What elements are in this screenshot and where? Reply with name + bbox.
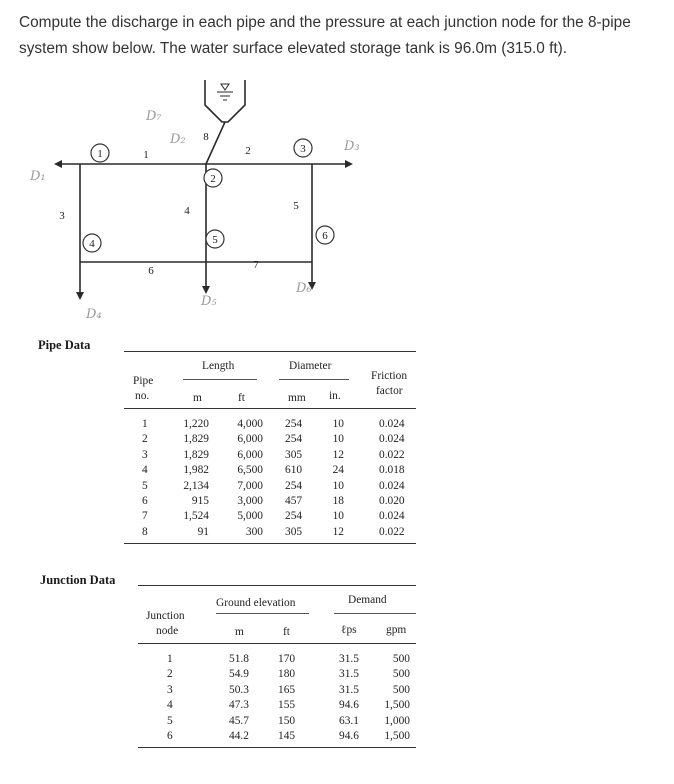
pipe-label: 2 bbox=[245, 145, 251, 157]
header-friction: Friction bbox=[371, 370, 408, 382]
node-label: 2 bbox=[210, 173, 216, 185]
header-gpm: gpm bbox=[386, 624, 407, 636]
handwritten-demand: D₁ bbox=[30, 169, 46, 184]
handwritten-demand: D₂ bbox=[170, 132, 186, 147]
pipe-label: 8 bbox=[203, 131, 209, 143]
node-label: 1 bbox=[97, 148, 103, 160]
handwritten-demand: D₃ bbox=[344, 139, 360, 154]
handwritten-demand: D₇ bbox=[146, 109, 162, 124]
header-no: no. bbox=[135, 390, 150, 402]
pipe-data-title: Pipe Data bbox=[38, 338, 91, 352]
col-diameter-mm: 254 254 305 610 254 457 254 305 bbox=[285, 418, 303, 538]
pipe-label: 3 bbox=[59, 210, 65, 222]
col-demand-gpm: 500 500 500 1,500 1,000 1,500 bbox=[384, 653, 410, 743]
header-mm: mm bbox=[288, 392, 306, 404]
col-friction: 0.024 0.024 0.022 0.018 0.024 0.020 0.024 0.022 bbox=[379, 418, 405, 538]
header-in: in. bbox=[329, 390, 341, 402]
col-length-m: 1,220 1,829 1,829 1,982 2,134 915 1,524 91 bbox=[183, 418, 209, 538]
header-node: node bbox=[156, 625, 179, 637]
handwritten-demand: D₆ bbox=[296, 281, 312, 296]
col-elev-ft: 170 180 165 155 150 145 bbox=[278, 653, 296, 743]
pipe-label: 6 bbox=[148, 265, 154, 277]
header-length: Length bbox=[202, 360, 235, 372]
header-demand: Demand bbox=[348, 594, 387, 606]
handwritten-demand: D₄ bbox=[86, 307, 102, 322]
header-factor: factor bbox=[376, 385, 403, 397]
node-label: 6 bbox=[322, 230, 328, 242]
header-ft: ft bbox=[283, 626, 290, 638]
header-junction: Junction bbox=[146, 610, 185, 622]
col-length-ft: 4,000 6,000 6,000 6,500 7,000 3,000 5,000 300 bbox=[237, 418, 263, 538]
col-demand-lps: 31.5 31.5 31.5 94.6 63.1 94.6 bbox=[339, 653, 359, 743]
header-lps: ℓps bbox=[341, 624, 357, 636]
pipe-label: 5 bbox=[293, 200, 299, 212]
pipe-8 bbox=[206, 122, 225, 164]
col-node: 1 2 3 4 5 6 bbox=[167, 653, 173, 743]
col-elev-m: 51.8 54.9 50.3 47.3 45.7 44.2 bbox=[229, 653, 249, 743]
handwritten-demand: D₅ bbox=[201, 294, 217, 309]
header-ft: ft bbox=[238, 392, 245, 404]
node-label: 5 bbox=[212, 234, 218, 246]
pipe-label: 1 bbox=[143, 149, 149, 161]
node-label: 4 bbox=[89, 238, 95, 250]
pipe-label: 4 bbox=[184, 205, 190, 217]
question-text: Compute the discharge in each pipe and the pressure at each junction node for the 8-pipe system show below. The water surface elevated storage tank is 96.0m (315.0 ft). bbox=[19, 14, 631, 57]
col-diameter-in: 10 10 12 24 10 18 10 12 bbox=[332, 418, 344, 538]
junction-data-title: Junction Data bbox=[40, 573, 116, 587]
header-ground-elevation: Ground elevation bbox=[216, 597, 296, 609]
header-pipe: Pipe bbox=[133, 375, 154, 387]
header-m: m bbox=[235, 626, 244, 638]
pipe-label: 7 bbox=[253, 259, 259, 271]
header-diameter: Diameter bbox=[289, 360, 332, 372]
col-pipe-no: 1 2 3 4 5 6 7 8 bbox=[142, 418, 148, 538]
header-m: m bbox=[193, 392, 202, 404]
storage-tank bbox=[205, 80, 245, 122]
node-label: 3 bbox=[300, 143, 306, 155]
